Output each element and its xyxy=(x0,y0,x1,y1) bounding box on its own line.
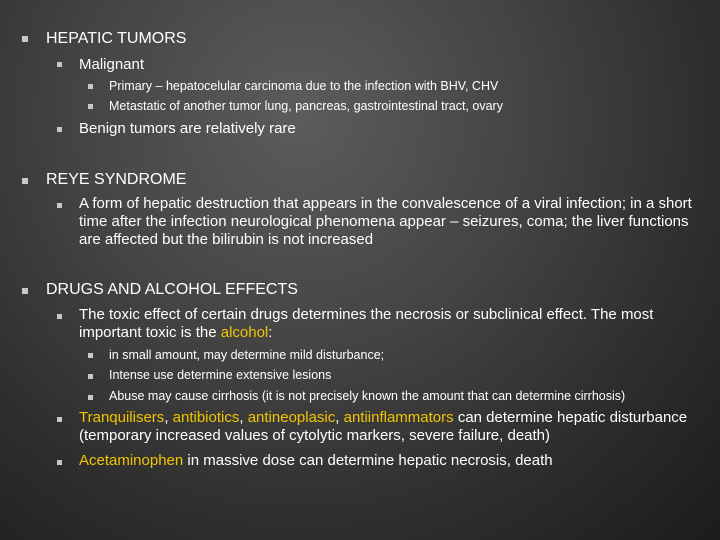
bullet-marker xyxy=(88,84,93,89)
item-drug-classes xyxy=(79,409,704,445)
section-title-hepatic-tumors: HEPATIC TUMORS xyxy=(46,30,187,47)
toxic-end-text: : xyxy=(268,324,273,341)
bullet-marker xyxy=(22,36,28,42)
bullet-marker xyxy=(57,203,62,208)
toxic-intro-text: The toxic effect of certain drugs determines the necrosis or subclinical effect. The most important toxic is the xyxy=(79,306,654,341)
item-metastatic: Metastatic of another tumor lung, pancreas, gastrointestinal tract, ovary xyxy=(109,99,503,113)
bullet-marker xyxy=(57,314,62,319)
item-primary: Primary – hepatocelular carcinoma due to the infection with BHV, CHV xyxy=(109,79,499,93)
item-abuse: Abuse may cause cirrhosis (it is not precisely known the amount that can determine cirrhosis) xyxy=(109,389,626,403)
drug-tranquilisers: Tranquilisers xyxy=(79,409,165,426)
bullet-marker xyxy=(88,395,93,400)
separator-text: , xyxy=(239,409,248,426)
bullet-marker xyxy=(57,417,62,422)
bullet-marker xyxy=(88,104,93,109)
bullet-marker xyxy=(22,288,28,294)
separator-text: , xyxy=(164,409,173,426)
drug-antineoplasic: antineoplasic xyxy=(247,409,336,426)
drug-antiinflammators: antiinflammators xyxy=(343,409,454,426)
separator-text: , xyxy=(335,409,344,426)
alcohol-highlight: alcohol xyxy=(220,324,269,341)
bullet-marker xyxy=(88,374,93,379)
item-small-amount: in small amount, may determine mild disturbance; xyxy=(109,348,385,362)
item-malignant: Malignant xyxy=(79,56,145,73)
bullet-marker xyxy=(57,127,62,132)
bullet-marker xyxy=(57,62,62,67)
drug-antibiotics: antibiotics xyxy=(172,409,240,426)
section-title-drugs-alcohol: DRUGS AND ALCOHOL EFFECTS xyxy=(46,281,298,298)
bullet-marker xyxy=(88,353,93,358)
item-reye-description: A form of hepatic destruction that appears in the convalescence of a viral infection; in a short time after the infection neurological phenomena appear – seizures, coma; the liver functions are affected but the bilirubin is not increased xyxy=(79,195,692,248)
item-benign: Benign tumors are relatively rare xyxy=(79,120,296,137)
bullet-marker xyxy=(22,178,28,184)
bullet-marker xyxy=(57,460,62,465)
acetaminophen-rest: in massive dose can determine hepatic necrosis, death xyxy=(183,452,553,469)
item-acetaminophen xyxy=(79,452,553,469)
item-intense-use: Intense use determine extensive lesions xyxy=(109,368,332,382)
item-toxic-effect xyxy=(79,306,704,342)
drug-acetaminophen: Acetaminophen xyxy=(79,452,184,469)
drug-classes-rest: can determine hepatic disturbance (temporary increased values of cytolytic markers, severe failure, death) xyxy=(79,409,688,444)
section-title-reye-syndrome: REYE SYNDROME xyxy=(46,171,187,188)
